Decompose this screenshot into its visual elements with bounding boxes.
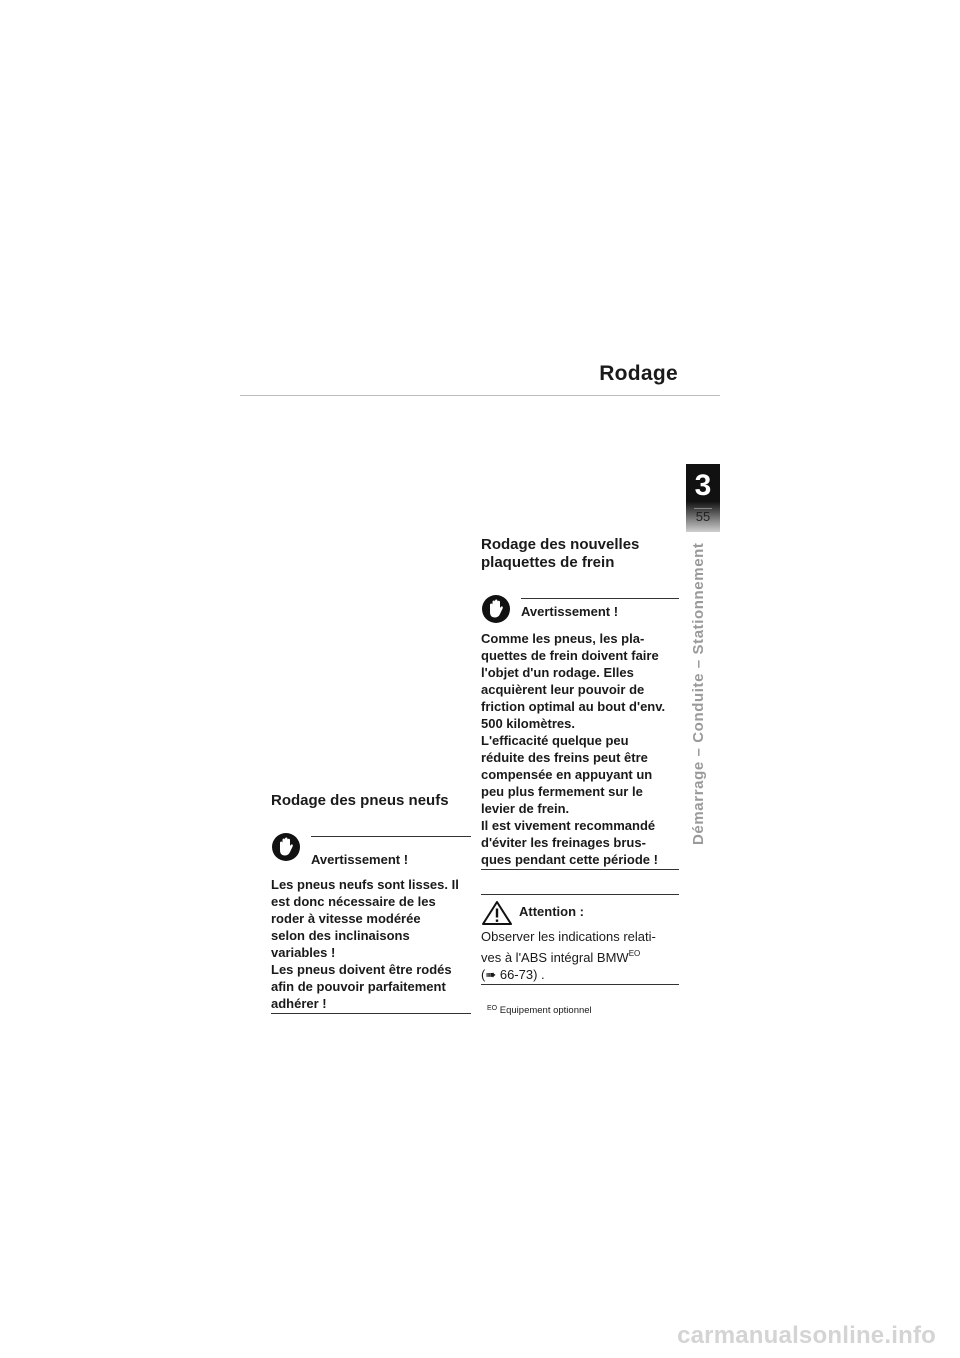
warning-line: friction optimal au bout d'env. (481, 699, 666, 714)
tyre-break-in-section (271, 792, 471, 1014)
chapter-tab (686, 464, 720, 532)
optional-equipment-marker: EO (628, 949, 641, 958)
stop-hand-icon (481, 594, 511, 624)
footnote-text: Equipement optionnel (499, 1005, 592, 1016)
warning-line: est donc nécessaire de les (271, 894, 436, 909)
heading-line: Rodage des nouvelles (481, 536, 640, 553)
attention-title: Attention : (519, 904, 584, 919)
warning-line: roder à vitesse modérée (271, 911, 421, 926)
attention-text (481, 928, 679, 985)
warning-rule (521, 598, 679, 599)
attention-line: Observer les indications relati- (481, 929, 656, 944)
warning-line: réduite des freins peut être (481, 750, 648, 765)
warning-line: l'objet d'un rodage. Elles (481, 665, 634, 680)
footnote (481, 1005, 679, 1016)
warning-line: d'éviter les freinages brus- (481, 835, 646, 850)
warning-text (271, 876, 471, 1014)
stop-hand-icon (271, 832, 301, 862)
brake-pad-break-in-section (481, 536, 679, 1016)
warning-line: Les pneus doivent être rodés (271, 962, 452, 977)
warning-line: peu plus fermement sur le (481, 784, 643, 799)
warning-line: levier de frein. (481, 801, 570, 816)
warning-line: quettes de frein doivent faire (481, 648, 659, 663)
page-reference-link[interactable]: (➠ 66-73) . (481, 967, 545, 982)
attention-line-text: ves à l'ABS intégral BMW (481, 950, 629, 965)
warning-line: L'efficacité quelque peu (481, 733, 629, 748)
warning-line: ques pendant cette période ! (481, 852, 658, 867)
warning-line: variables ! (271, 945, 336, 960)
warning-rule (311, 836, 471, 837)
warning-line: afin de pouvoir parfaitement (271, 979, 446, 994)
warning-line: acquièrent leur pouvoir de (481, 682, 645, 697)
warning-line: Il est vivement recommandé (481, 818, 656, 833)
warning-triangle-icon (481, 900, 513, 926)
page-number: 55 (695, 509, 711, 524)
watermark: carmanualsonline.info (677, 1322, 936, 1349)
warning-title: Avertissement ! (521, 604, 619, 619)
header-rule (240, 395, 720, 396)
warning-line: 500 kilomètres. (481, 716, 575, 731)
heading-line: plaquettes de frein (481, 554, 615, 571)
attention-box (481, 894, 679, 985)
attention-line (481, 945, 679, 966)
warning-line: Comme les pneus, les pla- (481, 631, 645, 646)
chapter-number: 3 (694, 469, 712, 502)
warning-box (481, 594, 679, 870)
warning-title: Avertissement ! (311, 852, 409, 867)
footnote-marker: EO (487, 1005, 498, 1012)
side-chapter-label: Démarrage – Conduite – Stationnement (690, 542, 707, 845)
warning-line: compensée en appuyant un (481, 767, 653, 782)
attention-rule (481, 894, 679, 895)
page-title: Rodage (599, 362, 678, 385)
section-heading: Rodage des pneus neufs (271, 792, 449, 809)
section-heading (481, 536, 679, 572)
warning-text (481, 630, 679, 870)
warning-line: Les pneus neufs sont lisses. Il (271, 877, 459, 892)
warning-line: selon des inclinaisons (271, 928, 410, 943)
warning-line: adhérer ! (271, 996, 327, 1011)
warning-box (271, 832, 471, 1014)
